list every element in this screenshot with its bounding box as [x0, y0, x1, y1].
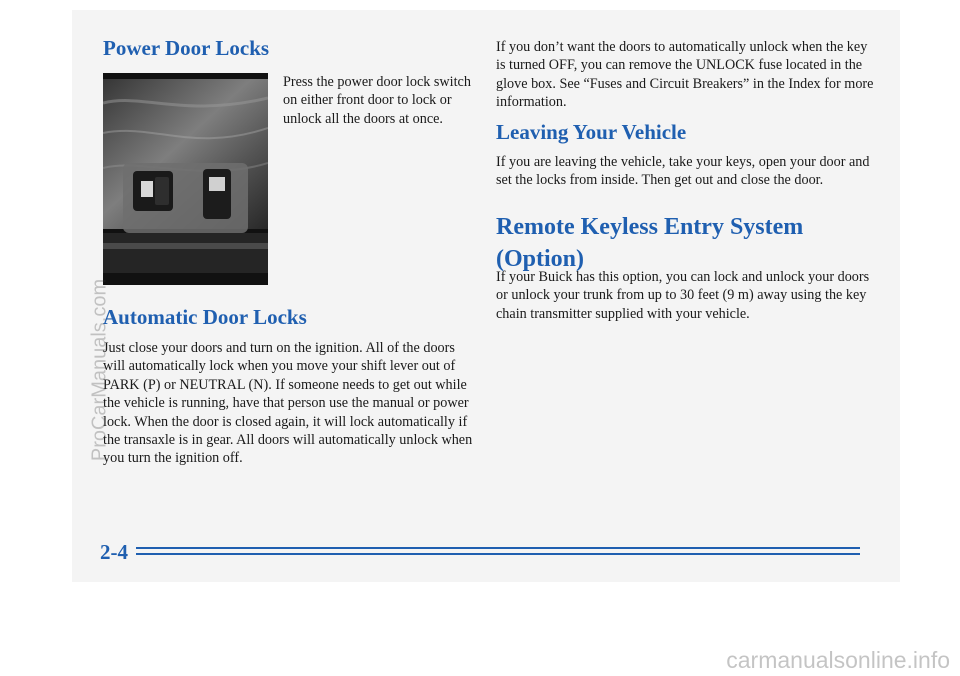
leaving-your-vehicle-text: If you are leaving the vehicle, take your keys, open your door and set the locks from inside. Then get out and close the door. — [496, 154, 870, 189]
door-lock-switch-photo — [103, 73, 268, 285]
heading-remote-keyless-entry: Remote Keyless Entry System (Option) — [496, 214, 804, 272]
footer-rule-top — [136, 547, 860, 549]
side-watermark: ProCarManuals.com — [88, 278, 111, 462]
heading-power-door-locks: Power Door Locks — [103, 36, 270, 60]
heading-leaving-your-vehicle: Leaving Your Vehicle — [496, 120, 687, 144]
remote-keyless-entry-text: If your Buick has this option, you can lock and unlock your doors or unlock your trunk from up to 30 feet (9 m) away using the key chain transmitter supplied with your vehicle. — [496, 269, 870, 322]
page-number: 2-4 — [100, 540, 128, 564]
bottom-watermark: carmanualsonline.info — [726, 647, 950, 673]
power-door-locks-text: Press the power door lock switch on either front door to lock or unlock all the doors at once. — [283, 74, 471, 127]
heading-automatic-door-locks: Automatic Door Locks — [103, 305, 307, 329]
automatic-door-locks-text: Just close your doors and turn on the ignition. All of the doors will automatically lock when you move your shift lever out of PARK (P) or NEUTRAL (N). If someone needs to get out while the vehicle is running, have that person use the manual or power lock. When the door is closed again, it will lock automatically if the transaxle is in gear. All doors will automatically unlock when you turn the ignition off. — [103, 340, 473, 467]
unlock-fuse-text: If you don’t want the doors to automatically unlock when the key is turned OFF, you can remove the UNLOCK fuse located in the glove box. See “Fuses and Circuit Breakers” in the Index for more information. — [496, 39, 874, 111]
door-lock-switch-illustration — [103, 73, 268, 285]
footer-rule-bottom — [136, 553, 860, 555]
